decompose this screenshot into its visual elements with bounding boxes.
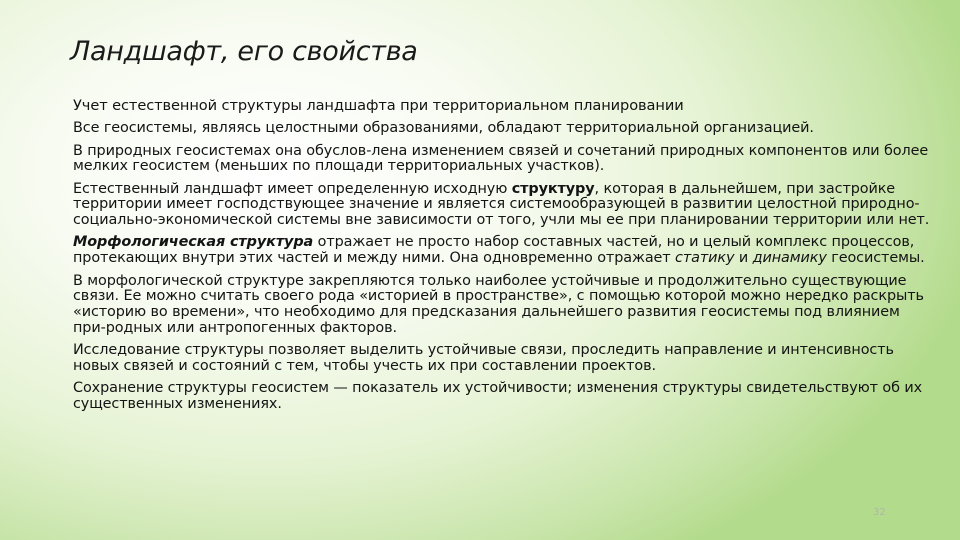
paragraph-structure-preservation: Сохранение структуры геосистем — показатель их устойчивости; изменения структуры свидетельствуют об их существенных изменениях. (73, 380, 923, 412)
paragraph-text: и (734, 250, 753, 267)
paragraph-stable-links: В морфологической структуре закрепляются только наиболее устойчивые и продолжительно существующие связи. Ее можно считать своего рода «историей в пространстве», с помощью которой можно нередко раскрыть «историю во времени», что необходимо для предсказания дальнейшего развития геосистемы под влиянием при-родных или антропогенных факторов. (73, 272, 924, 336)
paragraph-morphological-structure (73, 235, 933, 266)
emphasis-structure: структуру (511, 180, 595, 197)
emphasis-morphological-structure: Морфологическая структура (73, 234, 314, 251)
paragraph-natural-landscape (73, 182, 933, 229)
emphasis-dynamics: динамику (752, 250, 827, 267)
content-heading: Учет естественной структуры ландшафта при территориальном планировании (73, 97, 684, 114)
slide-content (73, 98, 933, 419)
page-number: 32 (873, 507, 886, 518)
paragraph-text: отражает не просто набор составных частей, но и целый комплекс процессов, протекающих внутри этих частей и между ними. Она одновременно отражает (73, 234, 915, 267)
slide-title: Ландшафт, его свойства (70, 36, 418, 67)
paragraph-structure-research: Исследование структуры позволяет выделить устойчивые связи, проследить направление и интенсивность новых связей и состояний с тем, чтобы учесть их при составлении проектов. (73, 342, 894, 374)
paragraph-territorial-organization: Все геосистемы, являясь целостными образованиями, обладают территориальной организацией. (73, 120, 814, 137)
paragraph-natural-geosystems: В природных геосистемах она обуслов-лена изменением связей и сочетаний природных компонентов или более мелких геосистем (меньших по площади территориальных участков). (73, 142, 929, 175)
paragraph-text: , которая в дальнейшем, при застройке территории имеет господствующее значение и является системообразующей в развитии целостной природно-социально-экономической системы вне зависимости от того, учли мы ее при планировании территории или нет. (73, 180, 930, 229)
paragraph-text: геосистемы. (826, 250, 925, 267)
paragraph-text: Естественный ландшафт имеет определенную исходную (73, 180, 512, 197)
emphasis-statics: статику (675, 250, 735, 267)
